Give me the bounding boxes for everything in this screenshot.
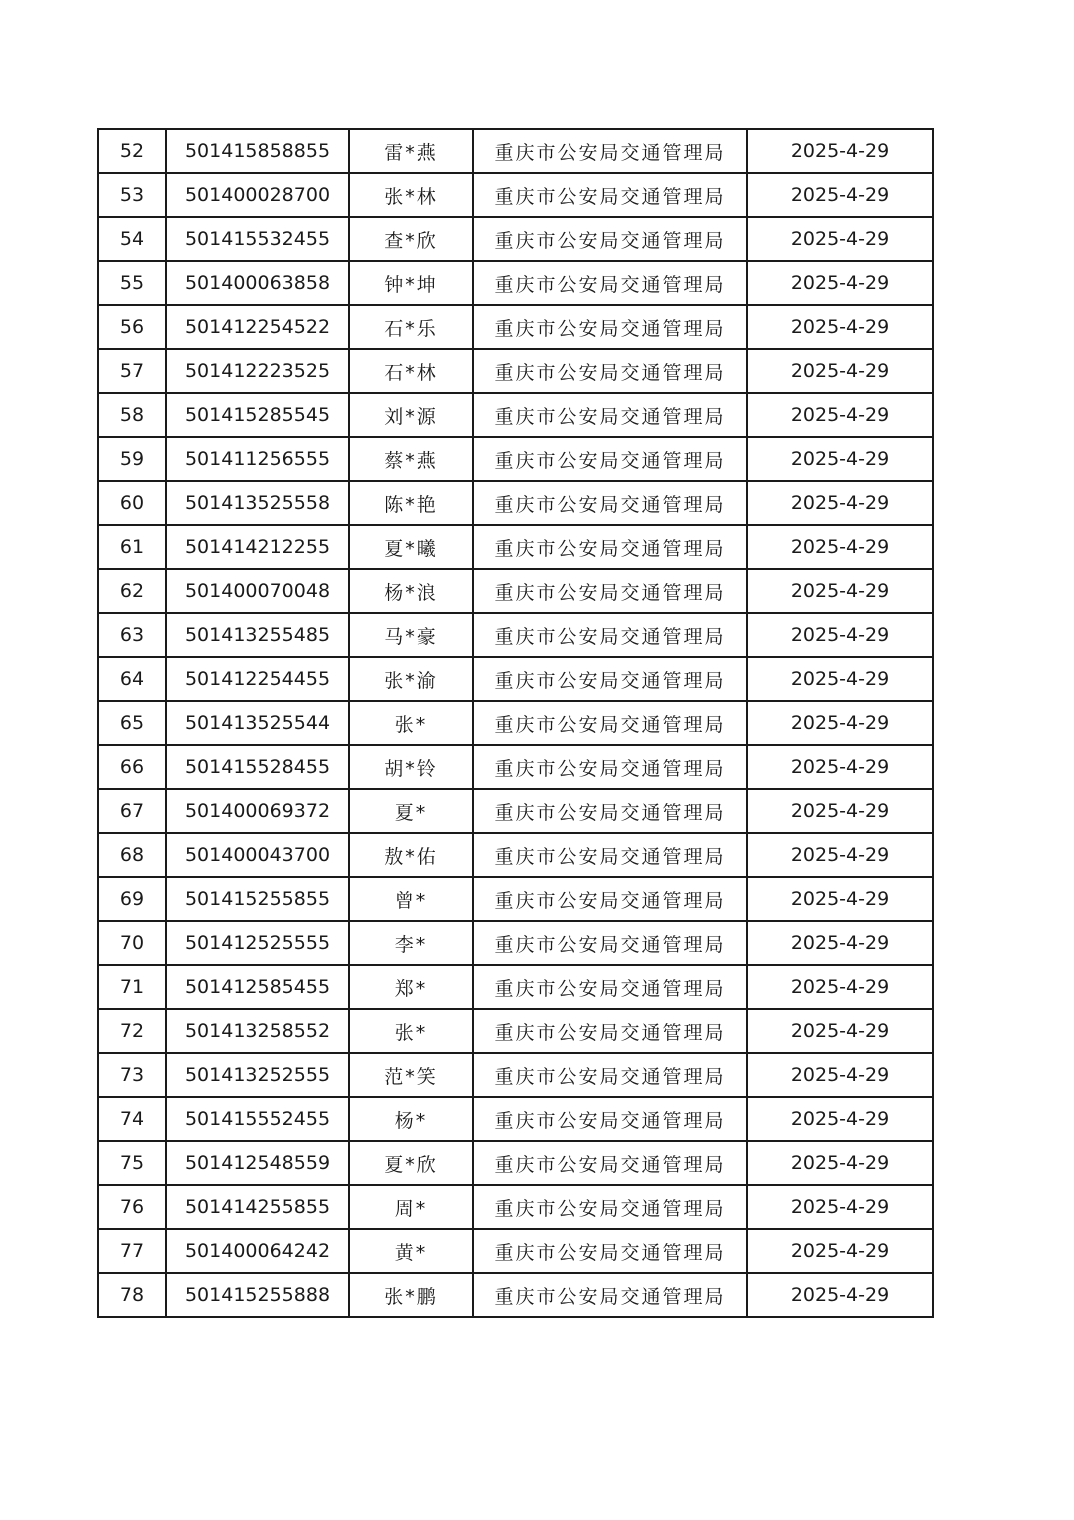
agency-cell: 重庆市公安局交通管理局: [473, 921, 747, 965]
person-name-cell: 石*乐: [349, 305, 473, 349]
agency-cell: 重庆市公安局交通管理局: [473, 525, 747, 569]
date-cell: 2025-4-29: [747, 921, 933, 965]
row-number-cell: 73: [98, 1053, 166, 1097]
agency-cell: 重庆市公安局交通管理局: [473, 1053, 747, 1097]
agency-cell: 重庆市公安局交通管理局: [473, 569, 747, 613]
date-cell: 2025-4-29: [747, 1053, 933, 1097]
row-number-cell: 60: [98, 481, 166, 525]
date-cell: 2025-4-29: [747, 349, 933, 393]
agency-cell: 重庆市公安局交通管理局: [473, 393, 747, 437]
row-number-cell: 63: [98, 613, 166, 657]
agency-cell: 重庆市公安局交通管理局: [473, 305, 747, 349]
row-number-cell: 58: [98, 393, 166, 437]
record-id-cell: 501411256555: [166, 437, 349, 481]
date-cell: 2025-4-29: [747, 437, 933, 481]
table-row: [98, 261, 933, 305]
date-cell: 2025-4-29: [747, 701, 933, 745]
record-id-cell: 501414212255: [166, 525, 349, 569]
table-row: [98, 173, 933, 217]
date-cell: 2025-4-29: [747, 393, 933, 437]
agency-cell: 重庆市公安局交通管理局: [473, 657, 747, 701]
row-number-cell: 77: [98, 1229, 166, 1273]
agency-cell: 重庆市公安局交通管理局: [473, 129, 747, 173]
record-id-cell: 501413525544: [166, 701, 349, 745]
person-name-cell: 曾*: [349, 877, 473, 921]
person-name-cell: 张*林: [349, 173, 473, 217]
date-cell: 2025-4-29: [747, 261, 933, 305]
table-row: [98, 745, 933, 789]
table-row: [98, 877, 933, 921]
date-cell: 2025-4-29: [747, 305, 933, 349]
person-name-cell: 夏*曦: [349, 525, 473, 569]
table-row: [98, 657, 933, 701]
agency-cell: 重庆市公安局交通管理局: [473, 833, 747, 877]
agency-cell: 重庆市公安局交通管理局: [473, 701, 747, 745]
table-row: [98, 481, 933, 525]
row-number-cell: 69: [98, 877, 166, 921]
date-cell: 2025-4-29: [747, 965, 933, 1009]
record-id-cell: 501400069372: [166, 789, 349, 833]
row-number-cell: 55: [98, 261, 166, 305]
record-id-cell: 501415858855: [166, 129, 349, 173]
date-cell: 2025-4-29: [747, 1097, 933, 1141]
agency-cell: 重庆市公安局交通管理局: [473, 1185, 747, 1229]
date-cell: 2025-4-29: [747, 1229, 933, 1273]
row-number-cell: 71: [98, 965, 166, 1009]
person-name-cell: 范*笑: [349, 1053, 473, 1097]
record-id-cell: 501415528455: [166, 745, 349, 789]
date-cell: 2025-4-29: [747, 569, 933, 613]
record-id-cell: 501413255485: [166, 613, 349, 657]
date-cell: 2025-4-29: [747, 173, 933, 217]
record-id-cell: 501412254455: [166, 657, 349, 701]
person-name-cell: 夏*: [349, 789, 473, 833]
record-id-cell: 501415532455: [166, 217, 349, 261]
agency-cell: 重庆市公安局交通管理局: [473, 481, 747, 525]
row-number-cell: 56: [98, 305, 166, 349]
record-id-cell: 501413258552: [166, 1009, 349, 1053]
table-row: [98, 305, 933, 349]
person-name-cell: 张*: [349, 701, 473, 745]
roster-table: [97, 128, 934, 1318]
record-id-cell: 501400063858: [166, 261, 349, 305]
agency-cell: 重庆市公安局交通管理局: [473, 1097, 747, 1141]
record-id-cell: 501400028700: [166, 173, 349, 217]
row-number-cell: 66: [98, 745, 166, 789]
table-row: [98, 129, 933, 173]
agency-cell: 重庆市公安局交通管理局: [473, 173, 747, 217]
person-name-cell: 雷*燕: [349, 129, 473, 173]
date-cell: 2025-4-29: [747, 745, 933, 789]
table-row: [98, 965, 933, 1009]
row-number-cell: 64: [98, 657, 166, 701]
table-row: [98, 569, 933, 613]
table-row: [98, 701, 933, 745]
date-cell: 2025-4-29: [747, 217, 933, 261]
person-name-cell: 敖*佑: [349, 833, 473, 877]
person-name-cell: 石*林: [349, 349, 473, 393]
table-row: [98, 1009, 933, 1053]
date-cell: 2025-4-29: [747, 1009, 933, 1053]
date-cell: 2025-4-29: [747, 657, 933, 701]
table-row: [98, 613, 933, 657]
person-name-cell: 夏*欣: [349, 1141, 473, 1185]
person-name-cell: 张*渝: [349, 657, 473, 701]
table-row: [98, 393, 933, 437]
date-cell: 2025-4-29: [747, 613, 933, 657]
person-name-cell: 张*: [349, 1009, 473, 1053]
record-id-cell: 501412254522: [166, 305, 349, 349]
person-name-cell: 胡*铃: [349, 745, 473, 789]
date-cell: 2025-4-29: [747, 789, 933, 833]
table-row: [98, 525, 933, 569]
row-number-cell: 57: [98, 349, 166, 393]
table-row: [98, 1273, 933, 1317]
person-name-cell: 李*: [349, 921, 473, 965]
table-row: [98, 789, 933, 833]
row-number-cell: 59: [98, 437, 166, 481]
record-id-cell: 501400043700: [166, 833, 349, 877]
agency-cell: 重庆市公安局交通管理局: [473, 745, 747, 789]
record-id-cell: 501412223525: [166, 349, 349, 393]
date-cell: 2025-4-29: [747, 1273, 933, 1317]
record-id-cell: 501412525555: [166, 921, 349, 965]
table-row: [98, 1229, 933, 1273]
row-number-cell: 54: [98, 217, 166, 261]
table-row: [98, 1185, 933, 1229]
date-cell: 2025-4-29: [747, 1141, 933, 1185]
record-id-cell: 501415255888: [166, 1273, 349, 1317]
record-id-cell: 501413525558: [166, 481, 349, 525]
agency-cell: 重庆市公安局交通管理局: [473, 613, 747, 657]
date-cell: 2025-4-29: [747, 1185, 933, 1229]
record-id-cell: 501412548559: [166, 1141, 349, 1185]
record-id-cell: 501412585455: [166, 965, 349, 1009]
agency-cell: 重庆市公安局交通管理局: [473, 877, 747, 921]
person-name-cell: 马*豪: [349, 613, 473, 657]
agency-cell: 重庆市公安局交通管理局: [473, 349, 747, 393]
person-name-cell: 张*鹏: [349, 1273, 473, 1317]
row-number-cell: 75: [98, 1141, 166, 1185]
table-row: [98, 349, 933, 393]
person-name-cell: 黄*: [349, 1229, 473, 1273]
record-id-cell: 501413252555: [166, 1053, 349, 1097]
record-id-cell: 501415552455: [166, 1097, 349, 1141]
table-row: [98, 1053, 933, 1097]
person-name-cell: 郑*: [349, 965, 473, 1009]
row-number-cell: 68: [98, 833, 166, 877]
person-name-cell: 查*欣: [349, 217, 473, 261]
date-cell: 2025-4-29: [747, 481, 933, 525]
roster-table-body: [98, 129, 933, 1317]
date-cell: 2025-4-29: [747, 833, 933, 877]
table-row: [98, 1097, 933, 1141]
row-number-cell: 61: [98, 525, 166, 569]
table-row: [98, 833, 933, 877]
row-number-cell: 62: [98, 569, 166, 613]
agency-cell: 重庆市公安局交通管理局: [473, 965, 747, 1009]
agency-cell: 重庆市公安局交通管理局: [473, 1009, 747, 1053]
agency-cell: 重庆市公安局交通管理局: [473, 1229, 747, 1273]
row-number-cell: 74: [98, 1097, 166, 1141]
agency-cell: 重庆市公安局交通管理局: [473, 1273, 747, 1317]
table-row: [98, 921, 933, 965]
person-name-cell: 杨*: [349, 1097, 473, 1141]
row-number-cell: 53: [98, 173, 166, 217]
row-number-cell: 78: [98, 1273, 166, 1317]
record-id-cell: 501415255855: [166, 877, 349, 921]
table-row: [98, 1141, 933, 1185]
date-cell: 2025-4-29: [747, 525, 933, 569]
agency-cell: 重庆市公安局交通管理局: [473, 261, 747, 305]
row-number-cell: 70: [98, 921, 166, 965]
row-number-cell: 52: [98, 129, 166, 173]
agency-cell: 重庆市公安局交通管理局: [473, 437, 747, 481]
person-name-cell: 陈*艳: [349, 481, 473, 525]
person-name-cell: 刘*源: [349, 393, 473, 437]
agency-cell: 重庆市公安局交通管理局: [473, 217, 747, 261]
record-id-cell: 501400064242: [166, 1229, 349, 1273]
row-number-cell: 67: [98, 789, 166, 833]
date-cell: 2025-4-29: [747, 129, 933, 173]
row-number-cell: 72: [98, 1009, 166, 1053]
agency-cell: 重庆市公安局交通管理局: [473, 789, 747, 833]
record-id-cell: 501415285545: [166, 393, 349, 437]
row-number-cell: 76: [98, 1185, 166, 1229]
table-row: [98, 217, 933, 261]
person-name-cell: 蔡*燕: [349, 437, 473, 481]
record-id-cell: 501414255855: [166, 1185, 349, 1229]
table-row: [98, 437, 933, 481]
row-number-cell: 65: [98, 701, 166, 745]
date-cell: 2025-4-29: [747, 877, 933, 921]
person-name-cell: 杨*浪: [349, 569, 473, 613]
person-name-cell: 钟*坤: [349, 261, 473, 305]
person-name-cell: 周*: [349, 1185, 473, 1229]
agency-cell: 重庆市公安局交通管理局: [473, 1141, 747, 1185]
record-id-cell: 501400070048: [166, 569, 349, 613]
